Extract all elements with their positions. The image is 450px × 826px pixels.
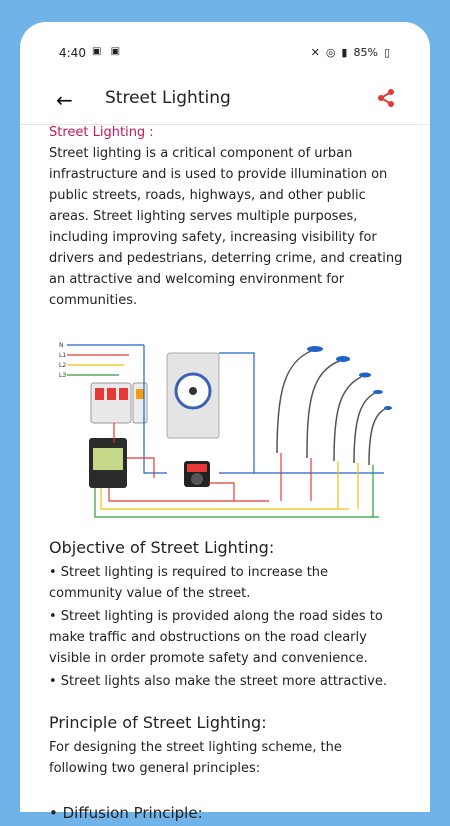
status-bar [20, 22, 430, 82]
share-icon[interactable] [376, 88, 396, 112]
page-title: Street Lighting [105, 88, 231, 108]
objective-bullet-1: • Street lighting is required to increase the community value of the street. [49, 565, 329, 601]
diagram-label-n: N [59, 342, 64, 349]
battery-icon: ▯ [383, 46, 390, 59]
section-heading: Street Lighting : [49, 125, 154, 140]
app-bar [20, 74, 430, 125]
principle-bullet-1: • Diffusion Principle: [49, 804, 203, 822]
diagram-label-l3: L3 [59, 372, 67, 379]
phone-screen [20, 22, 430, 822]
status-right [311, 46, 390, 59]
content [49, 122, 403, 826]
battery-level: 85% [353, 46, 378, 59]
principle-paragraph: For designing the street lighting scheme, the following two general principles: [49, 740, 342, 776]
principle-heading: Principle of Street Lighting: [49, 713, 267, 732]
intro-paragraph: Street lighting is a critical component of urban infrastructure and is used to provide illumination on public streets, roads, highways, and other public areas. Street lighting serves multiple purposes, including improving safety, increasing visibility for drivers and pedestrians, deterring crime, and creating an attractive and welcoming environment for communities. [49, 146, 403, 308]
objective-bullet-3: • Street lights also make the street more attractive. [49, 674, 387, 689]
objective-heading: Objective of Street Lighting: [49, 538, 275, 557]
diagram-label-l1: L1 [59, 352, 67, 359]
status-time: 4:40 [59, 46, 86, 60]
street-lighting-diagram [49, 333, 403, 523]
objective-bullet-2: • Street lighting is provided along the road sides to make traffic and obstructions on the road clearly visible in order promote safety and convenience. [49, 609, 383, 666]
notification-icons: ▣ ▣ [92, 46, 124, 57]
mute-icon: ✕ [310, 46, 320, 59]
wifi-icon: ◎ [325, 46, 336, 59]
diagram-label-l2: L2 [59, 362, 67, 369]
signal-icon: ▮ [341, 46, 348, 59]
back-arrow-icon[interactable]: ← [56, 88, 73, 112]
